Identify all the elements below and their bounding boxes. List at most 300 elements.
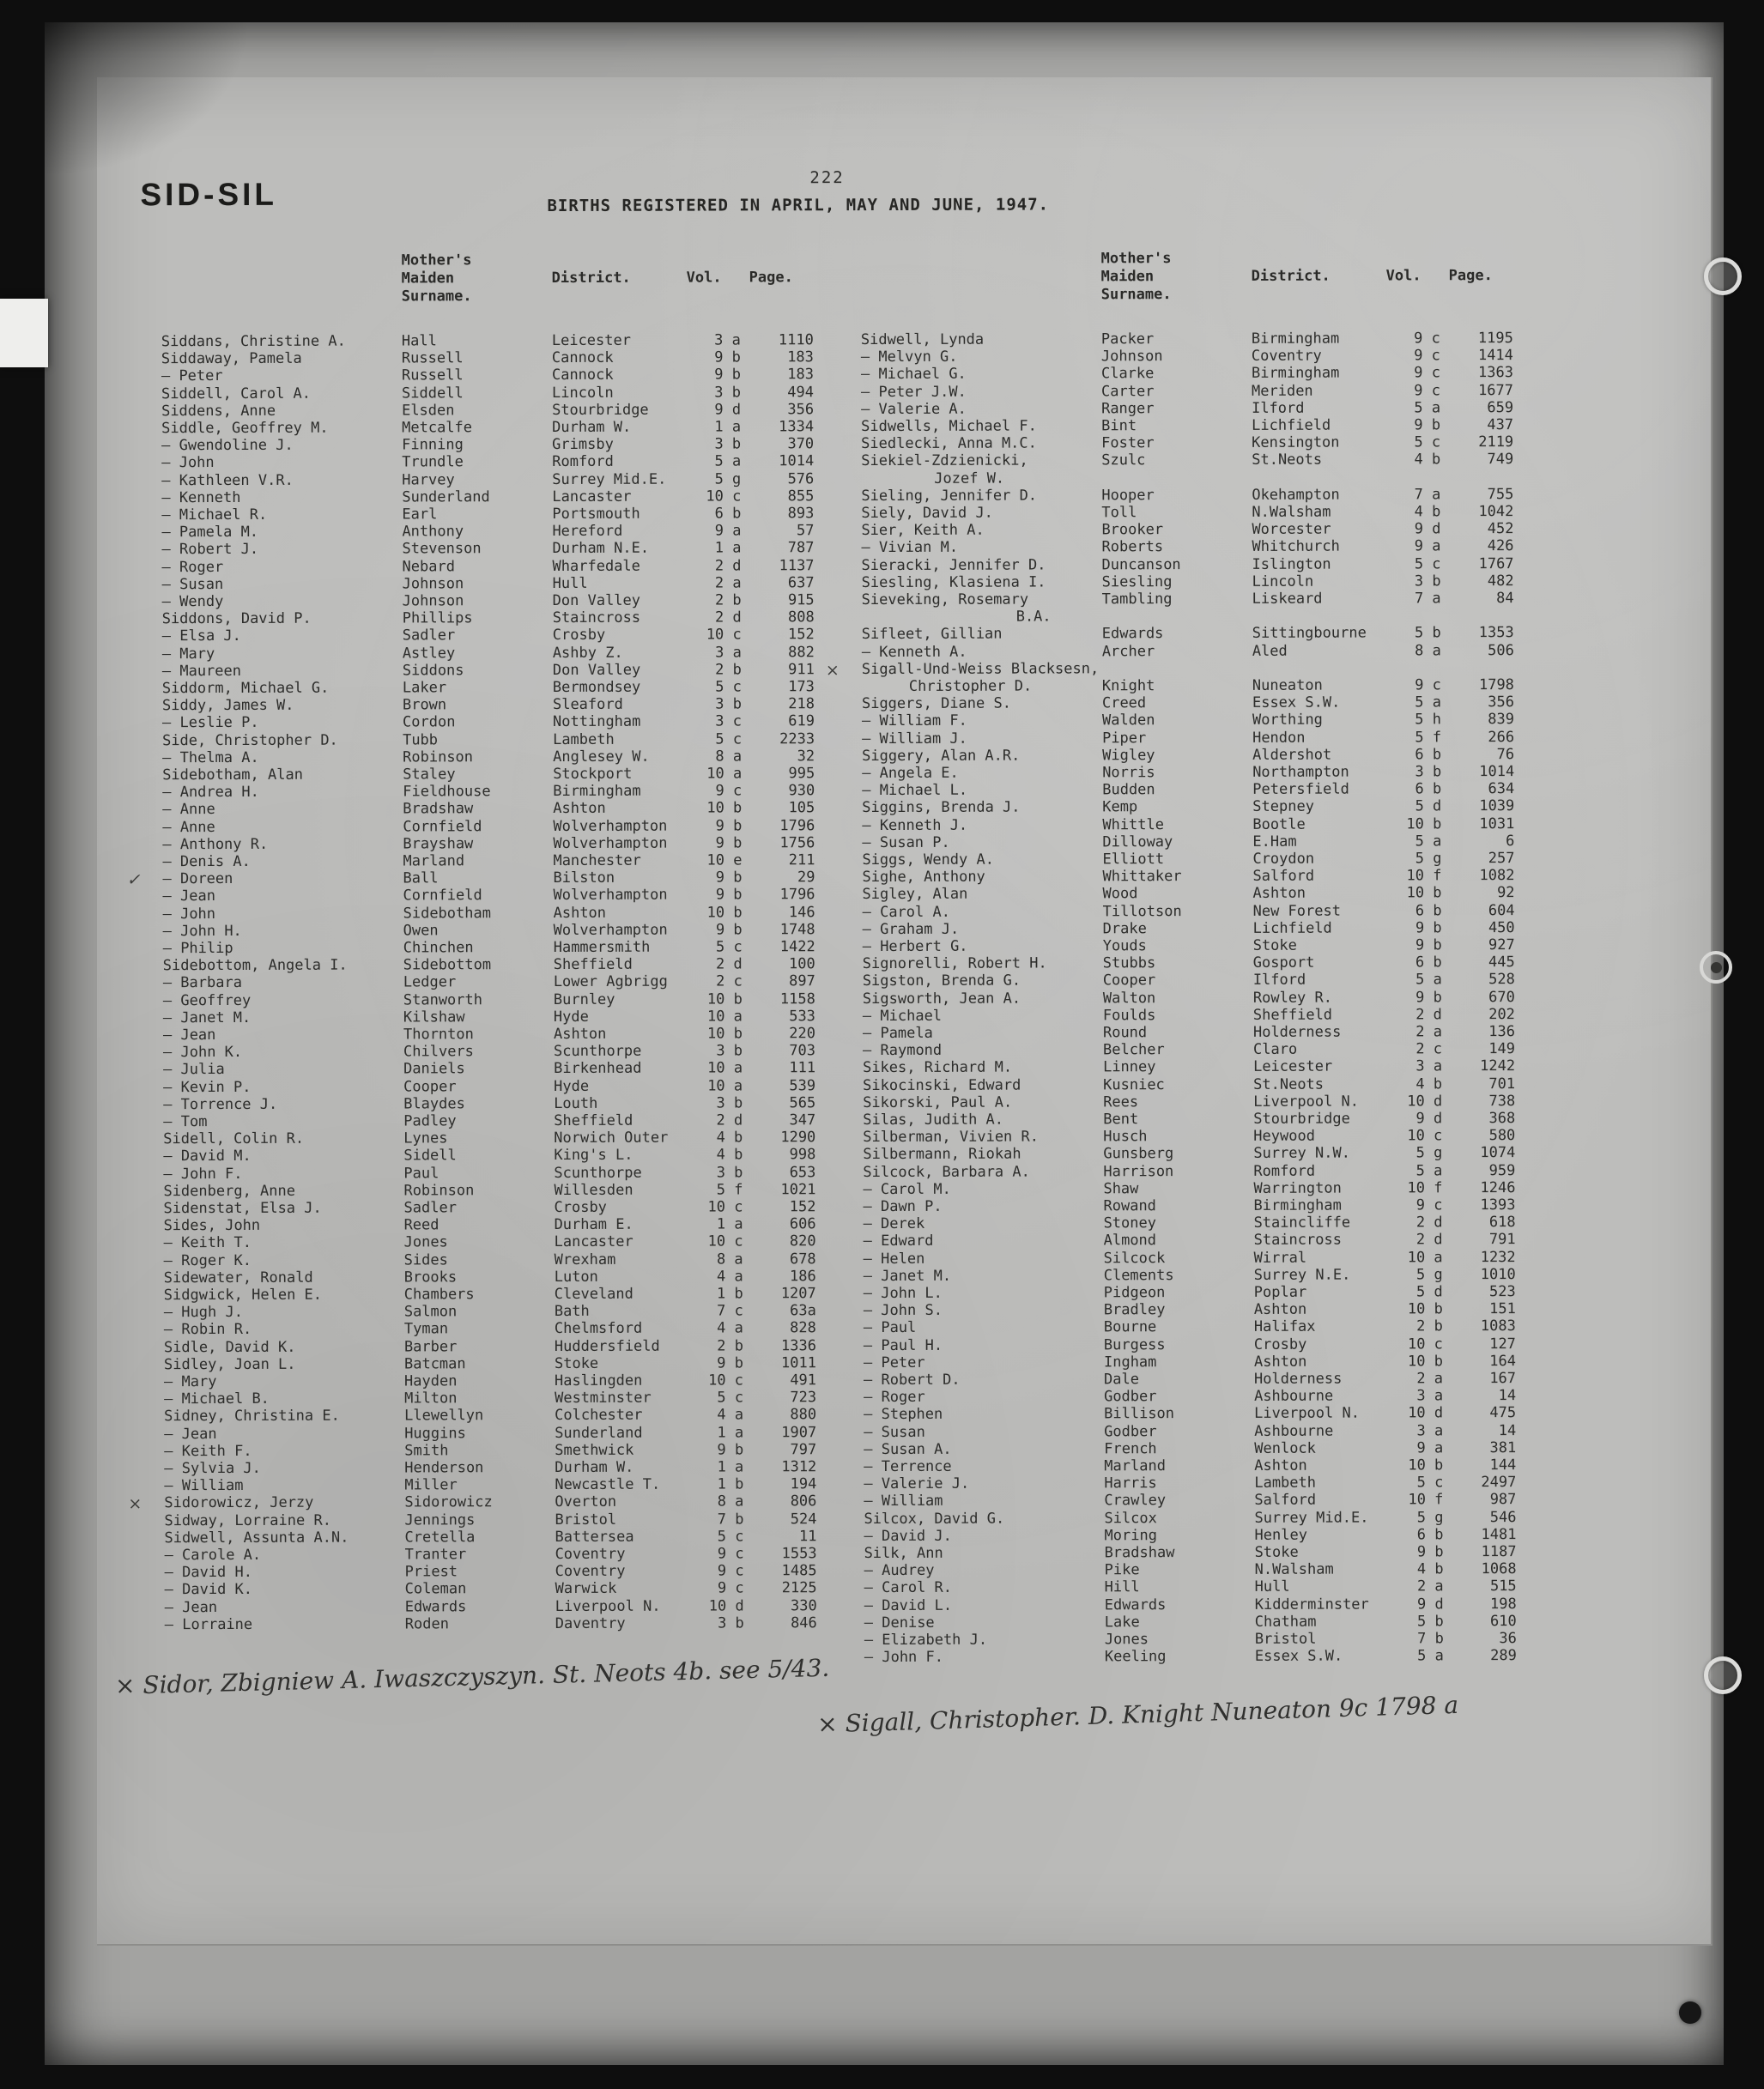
district-cell: Anglesey W. (553, 748, 650, 766)
district-cell: Liverpool N. (1253, 1093, 1360, 1111)
district-cell: Henley (1254, 1526, 1307, 1544)
mother-maiden-surname-cell: Lynes (403, 1129, 448, 1147)
district-cell: Holderness (1252, 1023, 1342, 1041)
district-cell: Birmingham (1251, 330, 1340, 348)
page-cell: 1290 (780, 1129, 816, 1147)
margin-mark: ✓ (126, 870, 141, 890)
district-cell: Holderness (1253, 1370, 1343, 1388)
district-cell: E.Ham (1252, 833, 1297, 851)
volume-cell: 9 d (1416, 1595, 1444, 1613)
mother-maiden-surname-cell: Knight (1101, 677, 1155, 695)
name-cell: — Torrence J. (163, 1095, 278, 1113)
mother-maiden-surname-cell: Budden (1102, 781, 1155, 799)
page-cell: 32 (797, 748, 815, 766)
district-cell: Croydon (1252, 850, 1315, 868)
mother-maiden-surname-cell: Smith (404, 1442, 449, 1460)
mother-maiden-surname-cell: Bradley (1103, 1301, 1166, 1319)
mother-maiden-surname-cell: Siesling (1101, 572, 1173, 591)
name-cell: — Janet M. (162, 1008, 252, 1026)
district-cell: Huddersfield (554, 1337, 660, 1355)
mother-maiden-surname-cell: Fieldhouse (403, 783, 491, 801)
mother-maiden-surname-cell: Sadler (403, 1199, 457, 1217)
district-cell: Surrey Mid.E. (1254, 1509, 1369, 1527)
mother-maiden-surname-cell: Jones (1104, 1631, 1149, 1649)
page-cell: 475 (1489, 1404, 1517, 1422)
volume-cell: 3 a (1416, 1421, 1444, 1439)
volume-cell: 1 a (717, 1458, 744, 1476)
name-cell: — Jean (162, 887, 215, 905)
volume-cell: 9 c (1415, 676, 1441, 694)
page-cell: 738 (1488, 1092, 1516, 1110)
mother-maiden-surname-cell: Owen (403, 922, 439, 940)
mother-maiden-surname-cell: Nebard (402, 557, 455, 576)
mother-maiden-surname-cell: Norris (1102, 764, 1155, 782)
district-cell: Poplar (1253, 1283, 1307, 1301)
mother-maiden-surname-cell: Staley (403, 766, 456, 784)
name-cell: — Edward (863, 1232, 934, 1250)
mother-maiden-surname-cell: Archer (1101, 642, 1155, 660)
name-cell: Sidwells, Michael F. (861, 417, 1037, 436)
page-cell: 167 (1489, 1370, 1517, 1388)
name-cell: — Audrey (864, 1562, 935, 1580)
district-cell: Bristol (1254, 1630, 1317, 1648)
name-cell: Sikes, Richard M. (863, 1058, 1013, 1077)
volume-cell: 2 a (1416, 1370, 1444, 1388)
mother-maiden-surname-cell: Whittaker (1102, 868, 1182, 886)
mother-maiden-surname-cell: Almond (1103, 1232, 1157, 1250)
district-cell: Scunthorpe (553, 1042, 642, 1061)
page-cell: 787 (787, 539, 815, 557)
page-cell: 1246 (1480, 1178, 1516, 1196)
volume-cell: 2 d (716, 1111, 743, 1129)
page-cell: 1082 (1479, 867, 1515, 885)
mother-maiden-surname-cell: Stanworth (403, 990, 483, 1009)
volume-cell: 9 d (1415, 1110, 1443, 1128)
handwritten-annotation-right: × Sigall, Christopher. D. Knight Nuneaton 9c 1798 a (816, 1690, 1459, 1739)
name-cell: Sigall-Und-Weiss Blacksesn, (861, 660, 1100, 678)
name-cell: Sidewater, Ronald (163, 1269, 313, 1287)
name-cell: Sidway, Lorraine R. (164, 1511, 331, 1529)
page-cell: 576 (787, 469, 815, 487)
volume-cell: 5 g (1415, 850, 1442, 868)
volume-cell: 10 c (707, 1232, 743, 1250)
mother-maiden-surname-cell: Wigley (1102, 746, 1155, 765)
volume-cell: 3 a (1416, 1387, 1444, 1405)
volume-cell: 5 a (1415, 971, 1442, 989)
page-cell: 1207 (780, 1285, 816, 1303)
district-cell: Staincross (552, 609, 641, 627)
name-cell: — Carole A. (164, 1546, 262, 1565)
page-cell: 152 (788, 626, 815, 644)
name-cell: — Keith F. (164, 1442, 252, 1460)
volume-cell: 10 b (1407, 1353, 1443, 1371)
volume-cell: 6 b (1415, 954, 1442, 972)
name-cell: — Robert D. (864, 1371, 961, 1390)
page-cell: 202 (1488, 1005, 1515, 1023)
volume-cell: 10 b (706, 904, 743, 922)
page-cell: 998 (789, 1146, 816, 1164)
district-cell: Ashton (553, 904, 607, 922)
name-cell: — Susan (161, 575, 224, 593)
page-cell: 839 (1488, 711, 1515, 729)
name-cell: — John L. (863, 1284, 943, 1303)
name-cell: — Valerie A. (861, 400, 967, 418)
district-cell: Chatham (1254, 1613, 1317, 1631)
volume-cell: 4 b (1415, 1075, 1443, 1093)
mother-maiden-surname-cell: Huggins (404, 1424, 466, 1443)
volume-cell: 2 b (717, 1337, 743, 1355)
name-cell: — William F. (861, 712, 967, 730)
mother-maiden-surname-cell: Clements (1103, 1266, 1174, 1285)
page-cell: 84 (1496, 590, 1514, 608)
mother-maiden-surname-cell: Pidgeon (1103, 1284, 1166, 1302)
page-cell: 610 (1490, 1612, 1517, 1630)
mother-maiden-surname-cell: Miller (404, 1476, 458, 1494)
name-cell: Sidney, Christina E. (164, 1408, 340, 1426)
volume-cell: 3 b (715, 695, 742, 713)
name-cell: Sier, Keith A. (861, 521, 985, 540)
mother-maiden-surname-cell: Sides (403, 1250, 448, 1269)
mother-maiden-surname-cell: Harvey (402, 470, 455, 489)
page-cell: 637 (787, 574, 815, 592)
mother-maiden-surname-cell: Cretella (404, 1529, 476, 1547)
name-cell: — Maureen (161, 662, 242, 680)
volume-cell: 9 b (1415, 919, 1442, 937)
mother-maiden-surname-cell: Rowand (1103, 1197, 1156, 1215)
volume-cell: 2 d (716, 955, 743, 973)
volume-cell: 9 c (1414, 364, 1440, 382)
volume-cell: 6 b (1416, 1526, 1444, 1544)
district-cell: Hammersmith (553, 938, 651, 957)
page-cell: 515 (1489, 1577, 1517, 1596)
volume-cell: 9 c (1415, 1196, 1443, 1214)
mothers-header: Surname. (1100, 286, 1172, 304)
name-cell: Sidwell, Assunta A.N. (164, 1529, 349, 1547)
volume-cell: 10 d (708, 1597, 744, 1615)
mother-maiden-surname-cell: Tubb (403, 730, 439, 749)
mother-maiden-surname-cell: Wood (1102, 885, 1138, 903)
volume-cell: 4 a (717, 1406, 744, 1424)
mother-maiden-surname-cell: Cornfield (403, 817, 482, 836)
page-cell: 220 (789, 1025, 815, 1043)
page-cell: 356 (787, 401, 815, 419)
mother-maiden-surname-cell: Kemp (1102, 798, 1138, 816)
mother-maiden-surname-cell: Brooks (403, 1269, 458, 1287)
district-cell: Daventry (555, 1614, 626, 1632)
mother-maiden-surname-cell: Cordon (402, 713, 456, 731)
page-cell: 911 (788, 661, 815, 679)
name-cell: — Michael (862, 1007, 943, 1025)
mother-maiden-surname-cell: Stevenson (402, 540, 482, 558)
name-cell: Side, Christopher D. (162, 731, 338, 749)
district-cell: Hull (552, 574, 588, 592)
district-cell: Surrey N.W. (1253, 1144, 1350, 1163)
page-cell: 1353 (1478, 624, 1514, 642)
mother-maiden-surname-cell: Godber (1104, 1422, 1157, 1440)
district-cell: King's L. (554, 1147, 633, 1165)
page-cell: 670 (1488, 988, 1515, 1006)
name-cell: — Hugh J. (163, 1304, 243, 1322)
district-cell: Crosby (552, 627, 606, 645)
volume-cell: 5 c (717, 1389, 744, 1407)
name-cell: Silcock, Barbara A. (863, 1163, 1030, 1181)
district-cell: Sunderland (555, 1424, 643, 1442)
page-cell: 100 (789, 955, 815, 973)
district-cell: Durham W. (555, 1458, 634, 1476)
page-cell: 1393 (1480, 1196, 1516, 1214)
name-cell: — Kenneth (161, 488, 241, 506)
page-cell: 63a (790, 1302, 816, 1320)
mother-maiden-surname-cell: Coleman (404, 1580, 467, 1598)
mother-maiden-surname-cell: Bradshaw (403, 800, 474, 818)
mother-maiden-surname-cell: Hall (401, 332, 437, 350)
page-cell: 524 (790, 1510, 817, 1528)
name-cell: Sidenstat, Elsa J. (163, 1199, 322, 1218)
document-title: BIRTHS REGISTERED IN APRIL, MAY AND JUNE, 1947. (547, 195, 1050, 216)
volume-cell: 9 b (715, 869, 743, 887)
mother-maiden-surname-cell: Hayden (404, 1372, 458, 1390)
mother-maiden-surname-cell: Linney (1103, 1058, 1156, 1076)
name-cell: — Stephen (864, 1406, 943, 1424)
page-cell: 828 (790, 1319, 816, 1337)
volume-cell: 3 a (715, 644, 742, 662)
name-cell: — Elsa J. (161, 627, 241, 645)
volume-cell: 10 a (706, 1008, 743, 1026)
volume-cell: 3 b (714, 384, 742, 402)
page-cell: 855 (787, 487, 815, 506)
district-cell: Durham W. (552, 418, 632, 437)
page-cell: 882 (788, 643, 815, 661)
page-cell: 452 (1487, 520, 1514, 538)
mother-maiden-surname-cell: Clarke (1100, 365, 1155, 383)
volume-cell: 9 c (717, 1545, 744, 1563)
name-cell: — Carol R. (864, 1579, 953, 1597)
district-cell: Stockport (553, 765, 633, 784)
page-cell: 57 (796, 522, 815, 540)
volume-cell: 5 a (1414, 399, 1441, 417)
name-cell: Sidebotham, Alan (162, 766, 303, 784)
mother-maiden-surname-cell: Paul (403, 1164, 439, 1183)
district-cell: Coventry (1251, 347, 1322, 366)
volume-cell: 9 b (1414, 416, 1441, 434)
district-cell: Stepney (1252, 798, 1314, 816)
volume-cell: 3 b (716, 1164, 743, 1182)
page-cell: 127 (1489, 1335, 1516, 1353)
district-cell: Liverpool N. (555, 1597, 661, 1615)
mother-maiden-surname-cell: Bradshaw (1104, 1544, 1175, 1562)
page-cell: 111 (789, 1059, 816, 1077)
district-cell: Don Valley (552, 661, 641, 679)
district-cell: Lancaster (554, 1233, 633, 1251)
volume-cell: 3 b (1415, 763, 1442, 781)
district-cell: Kensington (1252, 433, 1340, 452)
mother-maiden-surname-cell: Laker (402, 679, 447, 697)
volume-cell: 4 b (716, 1129, 743, 1147)
name-cell: — William (164, 1477, 244, 1495)
district-cell: Leicester (1253, 1058, 1333, 1076)
page-cell: 1074 (1480, 1144, 1516, 1162)
page-cell: 186 (789, 1267, 816, 1286)
name-cell: — Michael L. (862, 781, 968, 800)
district-cell: Staincross (1253, 1231, 1342, 1250)
page-cell: 653 (789, 1163, 816, 1181)
volume-cell: 2 b (1416, 1317, 1443, 1335)
name-cell: — Anne (162, 801, 215, 819)
name-cell: Siddle, Geoffrey M. (161, 419, 329, 438)
volume-cell: 9 d (1414, 520, 1441, 538)
name-cell: — Roger (864, 1389, 925, 1407)
mother-maiden-surname-cell: Kusniec (1103, 1075, 1165, 1093)
name-cell: Siddens, Anne (161, 402, 276, 420)
volume-cell: 9 b (717, 1441, 744, 1459)
volume-cell: 7 b (1417, 1630, 1444, 1648)
page-cell: 995 (788, 765, 815, 783)
mothers-header: Maiden (401, 269, 455, 288)
mother-maiden-surname-cell: Carter (1100, 382, 1155, 400)
district-cell: Gosport (1252, 954, 1315, 972)
page-cell: 1796 (779, 886, 815, 904)
district-cell: Chelmsford (554, 1320, 643, 1338)
page-cell: 806 (790, 1493, 817, 1511)
name-cell: — John H. (162, 922, 242, 940)
district-cell: Birmingham (1251, 364, 1340, 383)
volume-cell: 2 d (714, 609, 742, 627)
mother-maiden-surname-cell: Johnson (402, 592, 464, 610)
volume-cell: 9 b (715, 921, 743, 939)
volume-cell: 10 f (1406, 867, 1442, 885)
mother-maiden-surname-cell: Thornton (403, 1026, 474, 1044)
district-cell: Okehampton (1252, 486, 1340, 504)
district-cell: Wenlock (1254, 1439, 1316, 1457)
volume-cell: 2 a (714, 574, 742, 592)
volume-cell: 1 a (716, 1215, 743, 1233)
mother-maiden-surname-cell: Siddons (402, 662, 464, 680)
mother-maiden-surname-cell: Salmon (403, 1303, 458, 1321)
page-cell: 546 (1489, 1508, 1517, 1526)
name-cell: Sikocinski, Edward (863, 1076, 1021, 1094)
name-cell: Sidgwick, Helen E. (163, 1286, 323, 1305)
volume-cell: 10 b (1408, 1456, 1444, 1474)
district-cell: Lichfield (1252, 416, 1331, 434)
name-cell: — Barbara (162, 974, 242, 992)
page-cell: 494 (787, 383, 815, 401)
margin-mark: × (825, 660, 840, 680)
name-cell: — Susan (864, 1423, 925, 1441)
page-cell: 2497 (1481, 1474, 1517, 1492)
name-cell: — Leslie P. (161, 714, 259, 732)
name-cell: — Denis A. (162, 852, 251, 871)
district-cell: Warwick (555, 1580, 617, 1598)
district-cell: Aled (1252, 642, 1288, 660)
name-cell: — John S. (863, 1302, 943, 1320)
mother-maiden-surname-cell: Whittle (1102, 815, 1165, 833)
name-cell: — Andrea H. (162, 784, 259, 802)
name-cell: — Michael B. (164, 1390, 270, 1408)
mother-maiden-surname-cell: Hill (1104, 1578, 1140, 1596)
district-cell: Scunthorpe (554, 1164, 642, 1182)
district-cell: St.Neots (1253, 1075, 1325, 1093)
volume-cell: 10 c (706, 487, 742, 506)
district-cell: Ashbourne (1254, 1387, 1334, 1406)
volume-cell: 8 a (715, 748, 743, 766)
page-cell: 144 (1489, 1456, 1517, 1474)
volume-cell: 7 a (1414, 590, 1441, 608)
name-cell: Sieling, Jennifer D. (861, 487, 1038, 505)
district-cell: Lancaster (552, 487, 632, 506)
page-cell: 1312 (781, 1458, 817, 1476)
page-cell: 2233 (779, 730, 815, 748)
mother-maiden-surname-cell: Robinson (403, 1182, 475, 1200)
district-cell: Liverpool N. (1254, 1404, 1360, 1423)
mother-maiden-surname-cell: Batcman (403, 1355, 466, 1373)
mother-maiden-surname-cell: Walton (1102, 989, 1156, 1007)
mother-maiden-surname-cell: Tranter (404, 1546, 467, 1564)
volume-cell: 4 a (717, 1319, 743, 1337)
name-cell: — David K. (164, 1581, 253, 1599)
name-cell: Sidenberg, Anne (163, 1182, 296, 1200)
page-cell: 330 (790, 1596, 817, 1614)
page-cell: 1039 (1479, 797, 1515, 815)
volume-cell: 5 g (1415, 1266, 1443, 1284)
district-cell: Liskeard (1252, 590, 1323, 608)
mother-maiden-surname-cell: Duncanson (1101, 555, 1181, 573)
name-cell: Siddell, Carol A. (161, 384, 312, 403)
page-cell: 173 (788, 678, 815, 696)
mother-maiden-surname-cell: Harris (1104, 1474, 1157, 1493)
volume-cell: 10 c (707, 1198, 743, 1216)
name-cell: — John (161, 454, 215, 472)
district-cell: Salford (1254, 1492, 1317, 1510)
district-cell: Cleveland (554, 1285, 633, 1304)
name-cell: — Graham J. (862, 920, 960, 938)
district-cell: Cannock (551, 349, 614, 367)
page-cell: 723 (790, 1389, 817, 1407)
page-cell: 2125 (781, 1579, 817, 1597)
district-cell: Meriden (1251, 382, 1313, 400)
volume-cell: 1 a (714, 539, 742, 557)
mother-maiden-surname-cell: Burgess (1103, 1335, 1166, 1353)
name-cell: — Angela E. (862, 764, 959, 783)
volume-cell: 2 b (715, 661, 742, 679)
mother-maiden-surname-cell: Brown (402, 696, 447, 714)
mothers-header: Surname. (401, 288, 472, 306)
mother-maiden-surname-cell: Henderson (404, 1459, 484, 1477)
page-cell: 797 (790, 1440, 817, 1459)
mother-maiden-surname-cell: Gunsberg (1103, 1145, 1174, 1163)
volume-cell: 9 b (715, 834, 743, 852)
mother-maiden-surname-cell: Anthony (402, 523, 464, 541)
district-cell: Halifax (1253, 1318, 1316, 1336)
volume-cell: 9 b (717, 1354, 744, 1372)
name-cell: — Jean (164, 1598, 218, 1616)
name-cell: — John F. (864, 1649, 944, 1667)
volume-cell: 5 g (1415, 1144, 1443, 1162)
volume-cell: 4 b (716, 1146, 743, 1164)
mother-maiden-surname-cell: Dale (1104, 1371, 1140, 1389)
district-cell: Nuneaton (1252, 676, 1323, 694)
mother-maiden-surname-cell: Marland (403, 852, 465, 870)
page-cell: 1010 (1480, 1265, 1516, 1283)
volume-cell: 9 b (1416, 1543, 1444, 1561)
name-cell: — Michael G. (860, 366, 967, 384)
district-cell: Willesden (554, 1181, 633, 1199)
mother-maiden-surname-cell: French (1104, 1439, 1157, 1458)
name-cell: Silberman, Vivien R. (863, 1128, 1040, 1147)
district-cell: Lower Agbrigg (553, 973, 668, 991)
page-cell: 1798 (1478, 676, 1514, 694)
district-cell: Burnley (553, 990, 615, 1008)
page-cell: 356 (1488, 693, 1514, 711)
